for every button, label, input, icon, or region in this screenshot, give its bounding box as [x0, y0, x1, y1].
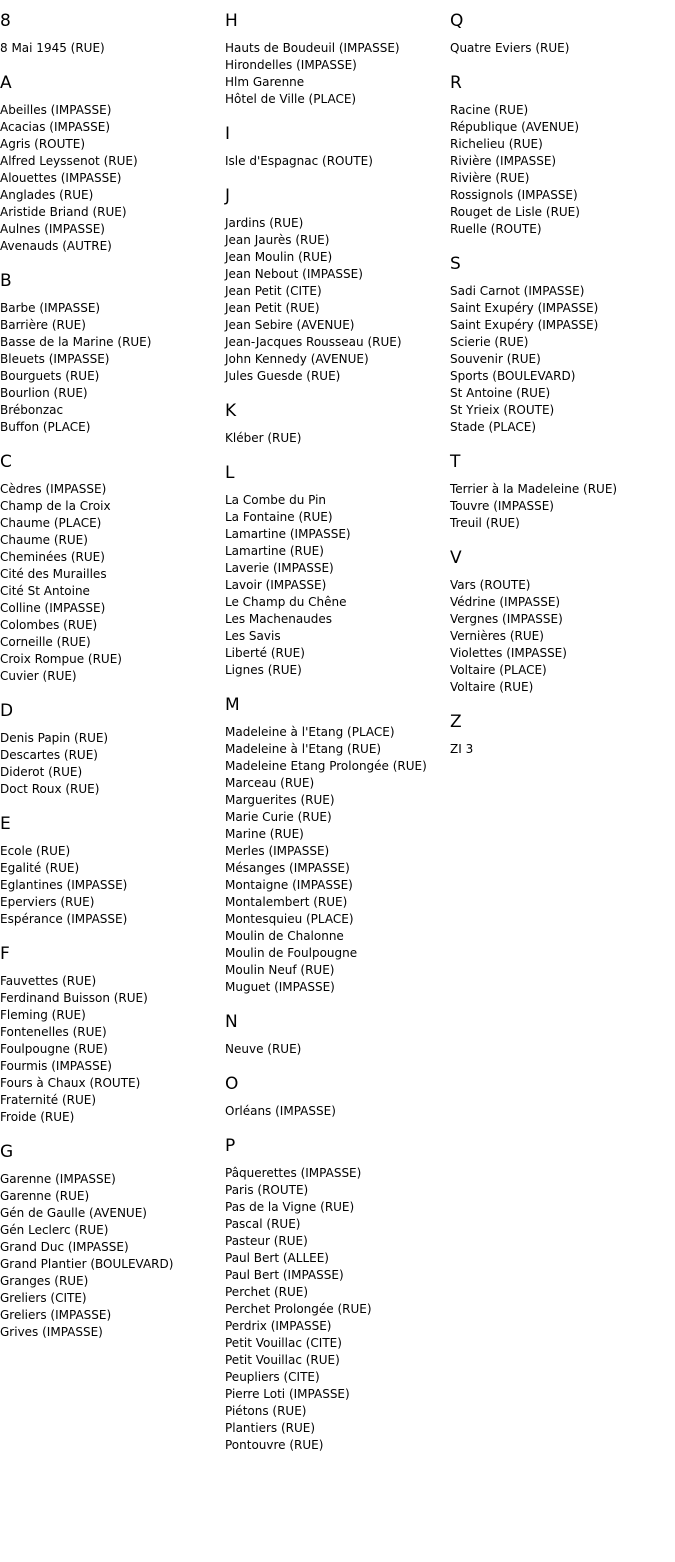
letter-heading: O	[225, 1074, 239, 1094]
street-link[interactable]: Fontenelles (RUE)	[0, 1025, 107, 1039]
street-link[interactable]: Ruelle (ROUTE)	[450, 222, 542, 236]
street-link[interactable]: Jean Nebout (IMPASSE)	[225, 267, 363, 281]
letter-section	[225, 185, 447, 385]
street-link[interactable]: Anglades (RUE)	[0, 188, 94, 202]
letter-heading: B	[0, 271, 12, 291]
street-link[interactable]: Souvenir (RUE)	[450, 352, 541, 366]
street-link[interactable]: Hauts de Boudeuil (IMPASSE)	[225, 41, 400, 55]
street-link[interactable]: Lavoir (IMPASSE)	[225, 578, 327, 592]
letter-heading: Q	[450, 11, 464, 31]
street-link[interactable]: Muguet (IMPASSE)	[225, 980, 335, 994]
street-link[interactable]: Jean Sebire (AVENUE)	[225, 318, 355, 332]
street-link[interactable]: Pascal (RUE)	[225, 1217, 301, 1231]
street-link[interactable]: Pas de la Vigne (RUE)	[225, 1200, 355, 1214]
street-link[interactable]: Cuvier (RUE)	[0, 669, 77, 683]
street-link[interactable]: Richelieu (RUE)	[450, 137, 543, 151]
street-link[interactable]: Champ de la Croix	[0, 499, 111, 513]
street-link[interactable]: Alfred Leyssenot (RUE)	[0, 154, 138, 168]
street-link[interactable]: Diderot (RUE)	[0, 765, 83, 779]
street-link[interactable]: Cèdres (IMPASSE)	[0, 482, 107, 496]
letter-section	[0, 813, 222, 928]
letter-heading: R	[450, 73, 462, 93]
street-link[interactable]: Jean Petit (CITE)	[225, 284, 322, 298]
letter-heading: G	[0, 1142, 14, 1162]
street-link[interactable]: Fraternité (RUE)	[0, 1093, 97, 1107]
letter-section	[0, 451, 222, 685]
letter-heading: F	[0, 944, 10, 964]
street-link[interactable]: Greliers (IMPASSE)	[0, 1308, 112, 1322]
letter-section	[0, 10, 222, 57]
street-link[interactable]: Petit Vouillac (CITE)	[225, 1336, 342, 1350]
street-link[interactable]: Cité St Antoine	[0, 584, 90, 598]
street-link[interactable]: Les Savis	[225, 629, 281, 643]
street-link[interactable]: Garenne (IMPASSE)	[0, 1172, 116, 1186]
street-link[interactable]: Montesquieu (PLACE)	[225, 912, 354, 926]
street-link[interactable]: Scierie (RUE)	[450, 335, 529, 349]
street-link[interactable]: Eglantines (IMPASSE)	[0, 878, 128, 892]
street-link[interactable]: Laverie (IMPASSE)	[225, 561, 334, 575]
street-link[interactable]: Garenne (RUE)	[0, 1189, 90, 1203]
street-link[interactable]: Fleming (RUE)	[0, 1008, 86, 1022]
letter-section	[225, 1011, 447, 1058]
street-index-column-1	[0, 10, 222, 1356]
street-link[interactable]: Colline (IMPASSE)	[0, 601, 106, 615]
street-link[interactable]: Neuve (RUE)	[225, 1042, 302, 1056]
street-link[interactable]: Isle d'Espagnac (ROUTE)	[225, 154, 373, 168]
street-link[interactable]: Acacias (IMPASSE)	[0, 120, 111, 134]
letter-heading: P	[225, 1136, 236, 1156]
letter-heading: S	[450, 254, 461, 274]
letter-section	[225, 1135, 447, 1454]
street-link[interactable]: Quatre Eviers (RUE)	[450, 41, 570, 55]
street-link[interactable]: La Combe du Pin	[225, 493, 327, 507]
street-link[interactable]: Jean-Jacques Rousseau (RUE)	[225, 335, 402, 349]
street-link[interactable]: Barrière (RUE)	[0, 318, 86, 332]
street-link[interactable]: Rivière (RUE)	[450, 171, 530, 185]
street-link[interactable]: Voltaire (PLACE)	[450, 663, 547, 677]
street-link[interactable]: Le Champ du Chêne	[225, 595, 347, 609]
letter-section	[0, 270, 222, 436]
street-link[interactable]: La Fontaine (RUE)	[225, 510, 333, 524]
letter-section	[450, 10, 672, 57]
street-link[interactable]: Paris (ROUTE)	[225, 1183, 309, 1197]
street-link[interactable]: République (AVENUE)	[450, 120, 580, 134]
street-link[interactable]: Vernières (RUE)	[450, 629, 544, 643]
letter-heading: V	[450, 548, 462, 568]
street-link[interactable]: Perchet (RUE)	[225, 1285, 309, 1299]
letter-section	[0, 700, 222, 798]
street-link[interactable]: Terrier à la Madeleine (RUE)	[450, 482, 618, 496]
letter-section	[225, 694, 447, 996]
letter-section	[0, 1141, 222, 1341]
street-link[interactable]: Colombes (RUE)	[0, 618, 98, 632]
street-link[interactable]: Montalembert (RUE)	[225, 895, 348, 909]
street-link[interactable]: Treuil (RUE)	[450, 516, 520, 530]
street-link[interactable]: Touvre (IMPASSE)	[450, 499, 554, 513]
street-link[interactable]: Paul Bert (ALLEE)	[225, 1251, 329, 1265]
street-link[interactable]: Denis Papin (RUE)	[0, 731, 109, 745]
street-link[interactable]: St Yrieix (ROUTE)	[450, 403, 555, 417]
letter-section	[450, 547, 672, 696]
letter-section	[225, 462, 447, 679]
letter-section	[225, 123, 447, 170]
letter-heading: E	[0, 814, 11, 834]
letter-section	[450, 253, 672, 436]
street-link[interactable]: Lignes (RUE)	[225, 663, 302, 677]
street-link[interactable]: Orléans (IMPASSE)	[225, 1104, 336, 1118]
letter-heading: C	[0, 452, 12, 472]
street-link[interactable]: Moulin de Chalonne	[225, 929, 344, 943]
street-link[interactable]: Lamartine (IMPASSE)	[225, 527, 351, 541]
street-link[interactable]: Grand Duc (IMPASSE)	[0, 1240, 129, 1254]
street-link[interactable]: Agris (ROUTE)	[0, 137, 86, 151]
street-index-column-2	[225, 10, 447, 1469]
letter-heading: D	[0, 701, 14, 721]
street-link[interactable]: Aulnes (IMPASSE)	[0, 222, 105, 236]
street-link[interactable]: Granges (RUE)	[0, 1274, 89, 1288]
street-link[interactable]: Croix Rompue (RUE)	[0, 652, 122, 666]
street-link[interactable]: Merles (IMPASSE)	[225, 844, 330, 858]
street-link[interactable]: Rouget de Lisle (RUE)	[450, 205, 580, 219]
street-link[interactable]: Vergnes (IMPASSE)	[450, 612, 563, 626]
letter-heading: J	[225, 186, 231, 206]
street-link[interactable]: Cité des Murailles	[0, 567, 107, 581]
street-link[interactable]: Fours à Chaux (ROUTE)	[0, 1076, 141, 1090]
street-link[interactable]: Les Machenaudes	[225, 612, 333, 626]
street-link[interactable]: John Kennedy (AVENUE)	[225, 352, 369, 366]
letter-section	[225, 10, 447, 108]
street-link[interactable]: Espérance (IMPASSE)	[0, 912, 128, 926]
street-link[interactable]: Barbe (IMPASSE)	[0, 301, 101, 315]
street-link[interactable]: Sports (BOULEVARD)	[450, 369, 576, 383]
street-link[interactable]: Alouettes (IMPASSE)	[0, 171, 122, 185]
street-link[interactable]: Marine (RUE)	[225, 827, 304, 841]
letter-section	[450, 451, 672, 532]
street-link[interactable]: Abeilles (IMPASSE)	[0, 103, 112, 117]
street-link[interactable]: Montaigne (IMPASSE)	[225, 878, 353, 892]
street-link[interactable]: Pasteur (RUE)	[225, 1234, 308, 1248]
street-link[interactable]: Perchet Prolongée (RUE)	[225, 1302, 372, 1316]
street-link[interactable]: Sadi Carnot (IMPASSE)	[450, 284, 585, 298]
street-link[interactable]: Madeleine à l'Etang (RUE)	[225, 742, 382, 756]
street-link[interactable]: Buffon (PLACE)	[0, 420, 91, 434]
street-link[interactable]: Eperviers (RUE)	[0, 895, 95, 909]
street-link[interactable]: Mésanges (IMPASSE)	[225, 861, 350, 875]
street-link[interactable]: Foulpougne (RUE)	[0, 1042, 108, 1056]
street-link[interactable]: Avenauds (AUTRE)	[0, 239, 112, 253]
street-link[interactable]: Egalité (RUE)	[0, 861, 80, 875]
street-link[interactable]: Gén Leclerc (RUE)	[0, 1223, 109, 1237]
street-link[interactable]: Brébonzac	[0, 403, 64, 417]
street-link[interactable]: Corneille (RUE)	[0, 635, 91, 649]
street-link[interactable]: Marie Curie (RUE)	[225, 810, 332, 824]
street-link[interactable]: Doct Roux (RUE)	[0, 782, 100, 796]
street-link[interactable]: Froide (RUE)	[0, 1110, 75, 1124]
street-link[interactable]: St Antoine (RUE)	[450, 386, 551, 400]
street-link[interactable]: Rivière (IMPASSE)	[450, 154, 557, 168]
street-link[interactable]: Moulin Neuf (RUE)	[225, 963, 335, 977]
street-link[interactable]: Paul Bert (IMPASSE)	[225, 1268, 344, 1282]
street-link[interactable]: Rossignols (IMPASSE)	[450, 188, 578, 202]
letter-heading: A	[0, 73, 12, 93]
street-link[interactable]: Védrine (IMPASSE)	[450, 595, 561, 609]
letter-heading: Z	[450, 712, 462, 732]
letter-section	[0, 943, 222, 1126]
street-link[interactable]: Lamartine (RUE)	[225, 544, 324, 558]
street-link[interactable]: Ferdinand Buisson (RUE)	[0, 991, 148, 1005]
street-link[interactable]: Chaume (RUE)	[0, 533, 88, 547]
street-link[interactable]: Basse de la Marine (RUE)	[0, 335, 152, 349]
street-link[interactable]: Moulin de Foulpougne	[225, 946, 358, 960]
letter-heading: K	[225, 401, 237, 421]
letter-heading: H	[225, 11, 238, 31]
street-link[interactable]: Fourmis (IMPASSE)	[0, 1059, 112, 1073]
letter-heading: L	[225, 463, 235, 483]
letter-section	[225, 400, 447, 447]
street-link[interactable]: Racine (RUE)	[450, 103, 529, 117]
street-link[interactable]: Pâquerettes (IMPASSE)	[225, 1166, 362, 1180]
street-link[interactable]: Peupliers (CITE)	[225, 1370, 320, 1384]
street-link[interactable]: Hôtel de Ville (PLACE)	[225, 92, 357, 106]
street-link[interactable]: Perdrix (IMPASSE)	[225, 1319, 332, 1333]
street-link[interactable]: Saint Exupéry (IMPASSE)	[450, 301, 599, 315]
street-link[interactable]: Madeleine Etang Prolongée (RUE)	[225, 759, 427, 773]
street-link[interactable]: Kléber (RUE)	[225, 431, 302, 445]
street-link[interactable]: Bleuets (IMPASSE)	[0, 352, 110, 366]
street-link[interactable]: Voltaire (RUE)	[450, 680, 534, 694]
street-link[interactable]: Stade (PLACE)	[450, 420, 537, 434]
street-link[interactable]: Fauvettes (RUE)	[0, 974, 97, 988]
letter-heading: N	[225, 1012, 238, 1032]
street-link[interactable]: Pontouvre (RUE)	[225, 1438, 324, 1452]
street-link[interactable]: Ecole (RUE)	[0, 844, 71, 858]
letter-heading: T	[450, 452, 461, 472]
street-link[interactable]: Madeleine à l'Etang (PLACE)	[225, 725, 395, 739]
street-link[interactable]: Grand Plantier (BOULEVARD)	[0, 1257, 174, 1271]
street-link[interactable]: Liberté (RUE)	[225, 646, 305, 660]
street-link[interactable]: Pierre Loti (IMPASSE)	[225, 1387, 350, 1401]
street-link[interactable]: Violettes (IMPASSE)	[450, 646, 567, 660]
street-link[interactable]: Jean Petit (RUE)	[225, 301, 320, 315]
street-link[interactable]: Marceau (RUE)	[225, 776, 315, 790]
street-link[interactable]: Jean Jaurès (RUE)	[225, 233, 330, 247]
letter-heading: M	[225, 695, 240, 715]
street-link[interactable]: Jules Guesde (RUE)	[225, 369, 341, 383]
street-link[interactable]: Gén de Gaulle (AVENUE)	[0, 1206, 147, 1220]
street-link[interactable]: Jardins (RUE)	[225, 216, 304, 230]
street-link[interactable]: Marguerites (RUE)	[225, 793, 335, 807]
street-link[interactable]: Saint Exupéry (IMPASSE)	[450, 318, 599, 332]
street-link[interactable]: Vars (ROUTE)	[450, 578, 531, 592]
street-link[interactable]: Hlm Garenne	[225, 75, 305, 89]
street-link[interactable]: Hirondelles (IMPASSE)	[225, 58, 357, 72]
street-link[interactable]: 8 Mai 1945 (RUE)	[0, 41, 105, 55]
street-link[interactable]: Plantiers (RUE)	[225, 1421, 316, 1435]
street-link[interactable]: Piétons (RUE)	[225, 1404, 307, 1418]
letter-section	[450, 711, 672, 758]
letter-section	[450, 72, 672, 238]
street-link[interactable]: Greliers (CITE)	[0, 1291, 87, 1305]
street-link[interactable]: Cheminées (RUE)	[0, 550, 105, 564]
street-index-column-3	[450, 10, 672, 773]
letter-heading: 8	[0, 11, 11, 31]
letter-heading: I	[225, 124, 231, 144]
letter-section	[225, 1073, 447, 1120]
street-link[interactable]: ZI 3	[450, 742, 474, 756]
street-link[interactable]: Grives (IMPASSE)	[0, 1325, 103, 1339]
street-link[interactable]: Jean Moulin (RUE)	[225, 250, 333, 264]
street-link[interactable]: Descartes (RUE)	[0, 748, 98, 762]
street-link[interactable]: Petit Vouillac (RUE)	[225, 1353, 340, 1367]
street-link[interactable]: Bourguets (RUE)	[0, 369, 100, 383]
street-link[interactable]: Bourlion (RUE)	[0, 386, 88, 400]
street-link[interactable]: Chaume (PLACE)	[0, 516, 102, 530]
letter-section	[0, 72, 222, 255]
street-link[interactable]: Aristide Briand (RUE)	[0, 205, 127, 219]
